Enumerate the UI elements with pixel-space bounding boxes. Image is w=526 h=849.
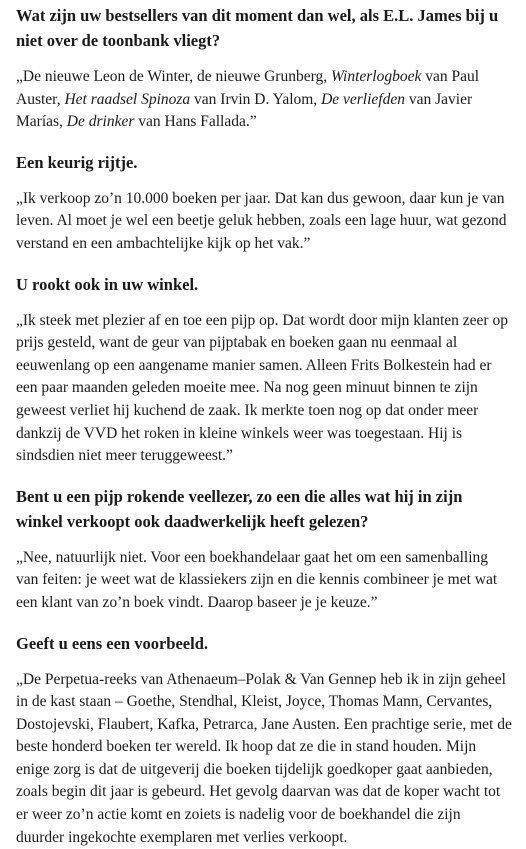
interview-question: Geeft u eens een voorbeeld.	[16, 631, 512, 656]
interview-question: Een keurig rijtje.	[16, 150, 512, 175]
interview-answer: „Nee, natuurlijk niet. Voor een boekhandelaar gaat het om een samenballing van feiten: je weet wat de klassiekers zijn en die kennis combineer je met wat een klant van zo’n boek vindt. Daarop baseer je je keuze.”	[16, 547, 512, 615]
book-title: De verliefden	[321, 91, 405, 108]
interview-answer: „De Perpetua-reeks van Athenaeum–Polak & Van Gennep heb ik in zijn geheel in de kast staan – Goethe, Stendhal, Kleist, Joyce, Thomas Mann, Cervantes, Dostojevski, Flaubert, Kafka, Petrarca, Jane Austen. Een prachtige serie, met de beste honderd boeken ter wereld. Ik hoop dat ze die in stand houden. Mijn enige zorg is dat de uitgeverij die boeken tijdelijk goedkoper gaat aanbieden, zoals begin dit jaar is gebeurd. Het gevolg daarvan was dat de koper wacht tot er weer zo’n actie komt en zoiets is nadelig voor de boekhandel die zijn duurder ingekochte exemplaren met verlies verkoopt.	[16, 669, 512, 849]
interview-question: U rookt ook in uw winkel.	[16, 272, 512, 297]
book-title: Het raadsel Spinoza	[64, 91, 190, 108]
interview-answer: „Ik verkoop zo’n 10.000 boeken per jaar. Dat kan dus gewoon, daar kun je van leven. Al moet je wel een beetje geluk hebben, zoals een lage huur, wat gezond verstand en een ambachtelijke kijk op het vak.”	[16, 188, 512, 256]
interview-answer: „De nieuwe Leon de Winter, de nieuwe Grunberg, Winterlogboek van Paul Auster, Het raadsel Spinoza van Irvin D. Yalom, De verliefden van Javier Marías, De drinker van Hans Fallada.”	[16, 66, 512, 134]
interview-question: Wat zijn uw bestsellers van dit moment dan wel, als E.L. James bij u niet over de toonbank vliegt?	[16, 3, 512, 53]
book-title: De drinker	[67, 113, 135, 130]
interview-question: Bent u een pijp rokende veellezer, zo een die alles wat hij in zijn winkel verkoopt ook daadwerkelijk heeft gelezen?	[16, 484, 512, 534]
interview-answer: „Ik steek met plezier af en toe een pijp op. Dat wordt door mijn klanten zeer op prijs gesteld, want de geur van pijptabak en boeken gaan nu eenmaal al eeuwenlang op een aangename manier samen. Alleen Frits Bolkestein had er een paar maanden geleden moeite mee. Na nog geen minuut binnen te zijn geweest verliet hij kuchend de zaak. Ik merkte toen nog op dat onder meer dankzij de VVD het roken in kleine winkels weer was toegestaan. Hij is sindsdien niet meer teruggeweest.”	[16, 310, 512, 468]
book-title: Winterlogboek	[331, 68, 421, 85]
